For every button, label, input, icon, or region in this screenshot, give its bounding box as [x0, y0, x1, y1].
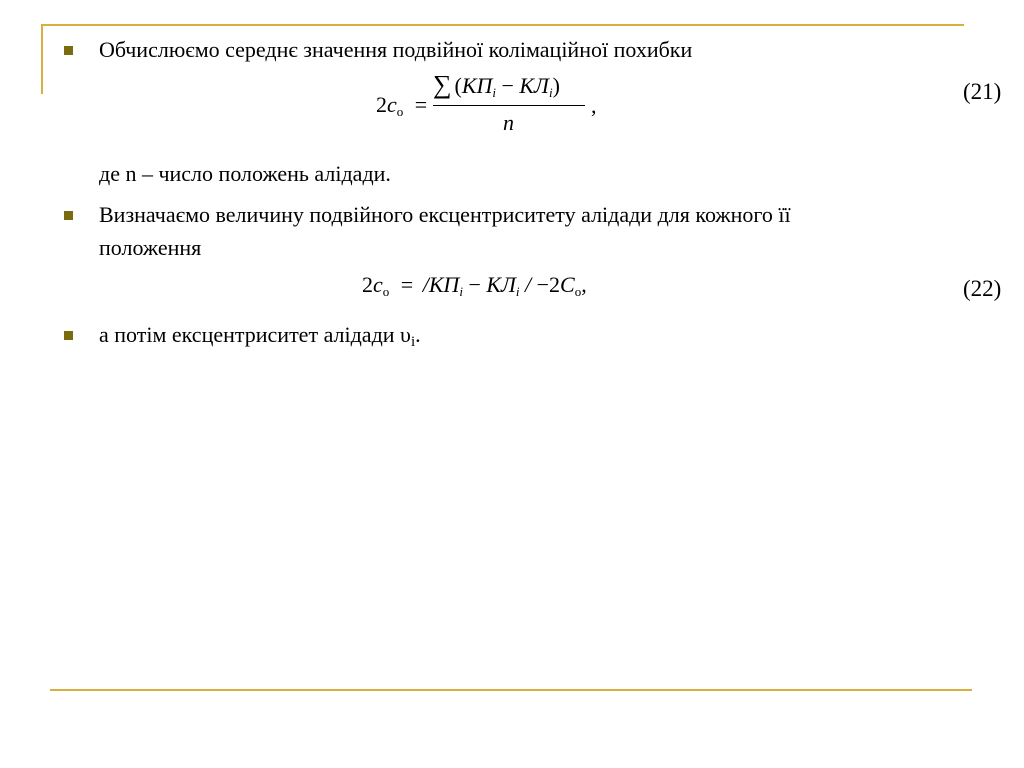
- eq22-lhs-coef: 2: [362, 272, 373, 297]
- eq22-comma: ,: [581, 272, 587, 297]
- bullet-marker: [64, 211, 73, 220]
- eq21-num-a: КП: [461, 73, 493, 98]
- bullet-text-1: Обчислюємо середнє значення подвійної колімаційної похибки: [99, 37, 693, 62]
- eq21-num-b-sub: i: [548, 85, 553, 100]
- bullet-text-3-main: а потім ексцентриситет алідади υ: [99, 322, 411, 347]
- eq21-lhs-var: c: [387, 92, 397, 117]
- eq21-num-close: ): [552, 73, 560, 98]
- bullet-text-3-sub: і: [410, 334, 416, 350]
- eq21-lhs-sub: o: [396, 104, 404, 119]
- eq22-lhs-var: c: [373, 272, 383, 297]
- eq22-equals: =: [400, 272, 414, 297]
- eq21-lhs-coef: 2: [376, 92, 387, 117]
- eq21-num-b: КЛ: [519, 73, 549, 98]
- eq21-equals: =: [414, 92, 428, 117]
- equation-number-22: (22): [963, 276, 1002, 301]
- bullet-text-2: Визначаємо величину подвійного ексцентриситету алідади для кожного її: [99, 202, 791, 227]
- eq22-slash-open: /: [422, 272, 429, 297]
- bullet-marker: [64, 331, 73, 340]
- eq21-num-a-sub: i: [492, 85, 496, 100]
- eq21-minus: −: [501, 73, 514, 98]
- where-note: де n – число положень алідади.: [99, 161, 391, 186]
- eq22-c-sub: o: [574, 284, 582, 299]
- eq22-slash-close: /: [525, 272, 532, 297]
- top-accent-line: [42, 24, 964, 26]
- bullet-text-3: [99, 321, 421, 356]
- eq22-lhs-sub: o: [382, 284, 390, 299]
- eq22-a-sub: i: [459, 284, 463, 299]
- bottom-accent-line: [50, 689, 972, 691]
- eq22-c-coef: 2: [549, 272, 561, 297]
- eq22-minus: −: [468, 272, 481, 297]
- eq21-comma: ,: [591, 93, 597, 118]
- eq21-denominator: n: [503, 110, 514, 135]
- bullet-marker: [64, 46, 73, 55]
- eq22-b: КЛ: [486, 272, 516, 297]
- left-accent-line: [41, 24, 43, 94]
- eq21-fraction-bar: [433, 105, 585, 106]
- eq22-b-sub: i: [515, 284, 520, 299]
- bullet-text-2-continued: положення: [99, 235, 202, 260]
- equation-number-21: (21): [963, 79, 1002, 104]
- eq22-a: КП: [428, 272, 460, 297]
- eq22-minus2: −: [536, 272, 550, 297]
- bullet-text-3-end: .: [415, 322, 421, 347]
- eq21-num-open: (: [454, 73, 462, 98]
- eq21-sum-sign: ∑: [433, 70, 452, 99]
- eq22-c-var: C: [560, 272, 575, 297]
